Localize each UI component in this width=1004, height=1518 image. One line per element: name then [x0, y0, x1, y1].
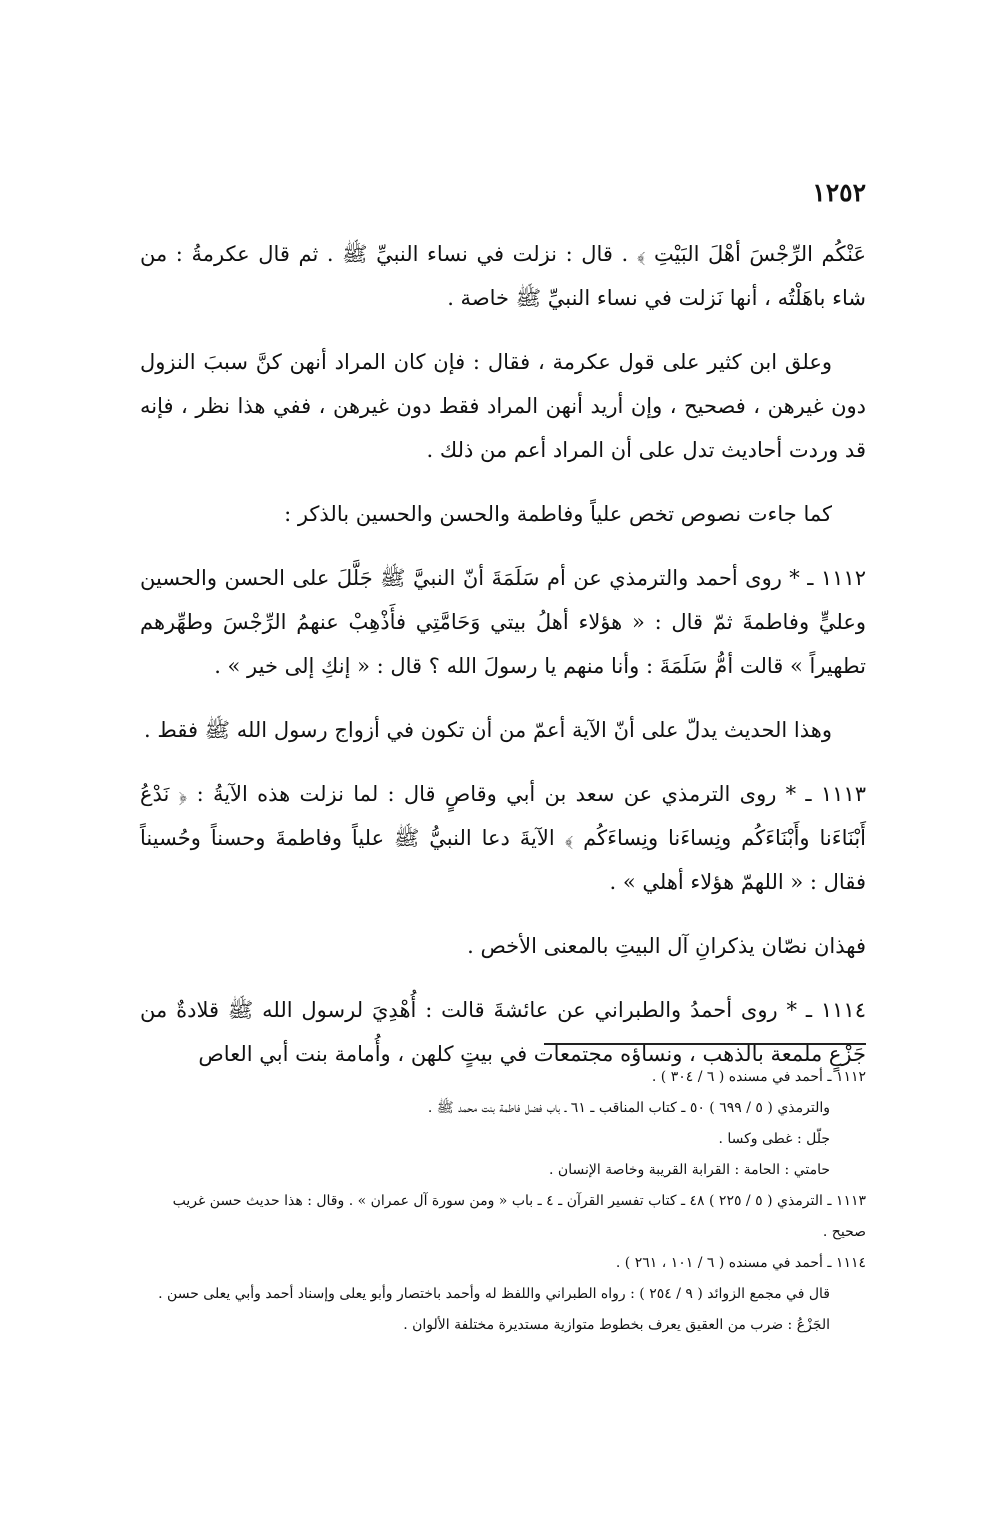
footnote: والترمذي ( ٥ / ٦٩٩ ) ٥٠ ـ كتاب المناقب ـ ٦١ ـ باب فضل فاطمة بنت محمد ﷺ . [427, 1100, 830, 1116]
footnote: حامتي : الحامة : القرابة القريبة وخاصة الإنسان . [549, 1162, 830, 1178]
paragraph: وهذا الحديث يدلّ على أنّ الآية أعمّ من أن تكون في أزواج رسول الله ﷺ فقط . [144, 718, 832, 742]
paragraph: فهذان نصّان يذكرانِ آل البيتِ بالمعنى الأخص . [467, 934, 866, 958]
paragraph: وعلق ابن كثير على قول عكرمة ، فقال : فإن كان المراد أنهن كنَّ سببَ النزول دون غيرهن ، فصحيح ، وإن أريد أنهن المراد فقط دون غيرهن ، ففي هذا نظر ، فإنه قد وردت أحاديث تدل على أن المراد أعم من ذلك . [140, 350, 866, 462]
main-text [140, 232, 866, 1096]
paragraph: كما جاءت نصوص تخص علياً وفاطمة والحسن والحسين بالذكر : [284, 502, 832, 526]
footnote: ١١١٣ ـ الترمذي ( ٥ / ٢٢٥ ) ٤٨ ـ كتاب تفسير القرآن ـ ٤ ـ باب « ومن سورة آل عمران » . وقال : هذا حديث حسن غريب صحيح . [172, 1193, 866, 1240]
paragraph: عَنْكُم الرِّجْسَ أهْلَ البَيْتِ ﴾ . قال : نزلت في نساء النبيِّ ﷺ . ثم قال عكرمةُ : من شاء باهَلْتُه ، أنها نَزلت في نساء النبيِّ ﷺ خاصة . [140, 242, 866, 310]
footnote: ١١١٤ ـ أحمد في مسنده ( ٦ / ١٠١ ، ٢٦١ ) . [615, 1255, 866, 1271]
footnote-separator [544, 1043, 866, 1045]
page-number: ١٢٥٢ [812, 178, 866, 207]
footnote: قال في مجمع الزوائد ( ٩ / ٢٥٤ ) : رواه الطبراني واللفظ له وأحمد باختصار وأبو يعلى وإسناد أحمد وأبي يعلى حسن . [158, 1286, 830, 1302]
footnote: ١١١٢ ـ أحمد في مسنده ( ٦ / ٣٠٤ ) . [651, 1069, 866, 1085]
hadith-paragraph: ١١١٣ ـ * روى الترمذي عن سعد بن أبي وقاصٍ قال : لما نزلت هذه الآيةُ : ﴿ نَدْعُ أَبْنَاءَنا وأَبْنَاءَكُم ونِساءَنا ونِساءَكُم ﴾ الآيةَ دعا النبيُّ ﷺ علياً وفاطمةَ وحسناً وحُسيناً فقال : « اللهمّ هؤلاء أهلي » . [140, 782, 866, 894]
footnote: الجَزْعُ : ضرب من العقيق يعرف بخطوط متوازية مستديرة مختلفة الألوان . [403, 1317, 830, 1333]
footnotes [140, 1062, 866, 1341]
hadith-paragraph: ١١١٤ ـ * روى أحمدُ والطبراني عن عائشةَ قالت : أُهْدِيَ لرسول الله ﷺ قلادةٌ من جَزْعٍ ملمعة بالذهب ، ونساؤه مجتمعات في بيتٍ كلهن ، وأُمامة بنت أبي العاص [140, 998, 866, 1066]
footnote: جلّل : غطى وكسا . [718, 1131, 830, 1147]
hadith-paragraph: ١١١٢ ـ * روى أحمد والترمذي عن أم سَلَمَةَ أنّ النبيَّ ﷺ جَلَّلَ على الحسن والحسين وعليٍّ وفاطمةَ ثمّ قال : « هؤلاء أهلُ بيتي وَحَامَّتِي فأَذْهِبْ عنهمُ الرِّجْسَ وطهِّرهم تطهيراً » قالت أمُّ سَلَمَةَ : وأنا منهم يا رسولَ الله ؟ قال : « إنكِ إلى خير » . [140, 566, 866, 678]
